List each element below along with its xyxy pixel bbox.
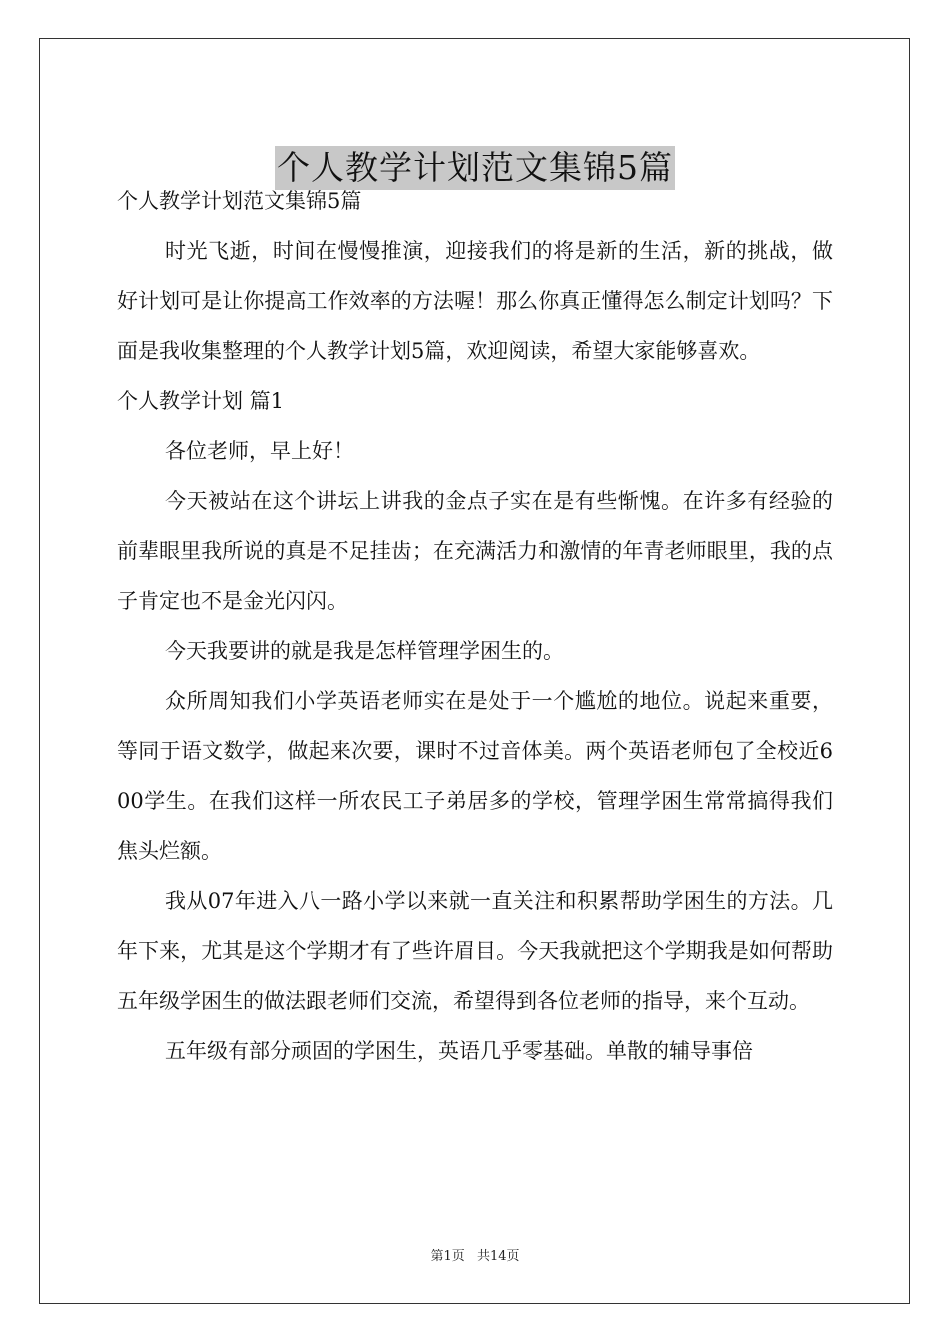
total-pages: 共14页 xyxy=(476,1249,520,1264)
page-number: 第1页 xyxy=(430,1249,465,1264)
paragraph: 时光飞逝，时间在慢慢推演，迎接我们的将是新的生活，新的挑战，做好计划可是让你提高工作效率的方法喔！那么你真正懂得怎么制定计划吗？下面是我收集整理的个人教学计划5篇，欢迎阅读，希望大家能够喜欢。 xyxy=(117,239,833,363)
paragraph: 五年级有部分顽固的学困生，英语几乎零基础。单散的辅导事倍 xyxy=(165,1039,753,1063)
paragraph: 我从07年进入八一路小学以来就一直关注和积累帮助学困生的方法。几年下来，尤其是这个学期才有了些许眉目。今天我就把这个学期我是如何帮助五年级学困生的做法跟老师们交流，希望得到各位老师的指导，来个互动。 xyxy=(117,889,833,1013)
section-heading: 个人教学计划 篇1 xyxy=(117,389,285,413)
paragraph: 各位老师，早上好！ xyxy=(165,439,354,463)
document-title: 个人教学计划范文集锦5篇 xyxy=(275,146,675,190)
paragraph: 众所周知我们小学英语老师实在是处于一个尴尬的地位。说起来重要，等同于语文数学，做起来次要，课时不过音体美。两个英语老师包了全校近600学生。在我们这样一所农民工子弟居多的学校，管理学困生常常搞得我们焦头烂额。 xyxy=(117,689,833,863)
document-body xyxy=(117,176,833,1076)
document-subtitle: 个人教学计划范文集锦5篇 xyxy=(117,189,362,213)
paragraph: 今天被站在这个讲坛上讲我的金点子实在是有些惭愧。在许多有经验的前辈眼里我所说的真是不足挂齿；在充满活力和激情的年青老师眼里，我的点子肯定也不是金光闪闪。 xyxy=(117,489,833,613)
page-footer xyxy=(0,1248,950,1266)
paragraph: 今天我要讲的就是我是怎样管理学困生的。 xyxy=(165,639,564,663)
